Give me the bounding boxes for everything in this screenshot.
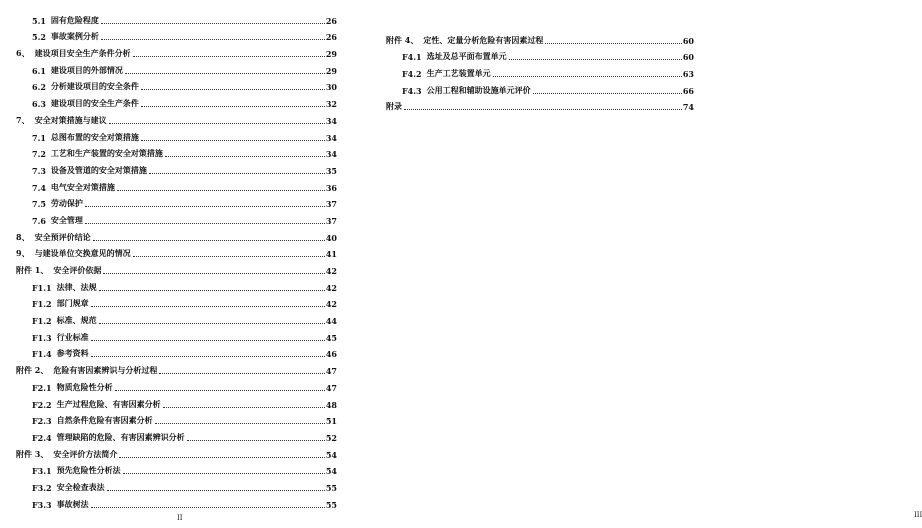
dot-leader bbox=[91, 340, 325, 341]
toc-entry-number: 附件 2、 bbox=[16, 365, 49, 376]
toc-entry[interactable] bbox=[0, 226, 370, 243]
toc-entry-page: 48 bbox=[325, 399, 337, 410]
toc-entry-page: 46 bbox=[325, 349, 337, 360]
toc-entry[interactable] bbox=[0, 293, 370, 310]
dot-leader bbox=[159, 373, 325, 374]
dot-leader bbox=[101, 23, 325, 24]
toc-entry[interactable] bbox=[0, 493, 370, 510]
toc-entry-title: 定性、定量分析危险有害因素过程 bbox=[423, 34, 544, 45]
toc-entry[interactable] bbox=[0, 426, 370, 443]
dot-leader bbox=[115, 390, 325, 391]
toc-entry-title: 劳动保护 bbox=[50, 198, 83, 209]
dot-leader bbox=[91, 356, 325, 357]
toc-entry-page: 60 bbox=[682, 35, 694, 46]
toc-entry-number: F4.2 bbox=[402, 69, 422, 80]
toc-entry[interactable] bbox=[370, 96, 741, 113]
toc-entry[interactable] bbox=[0, 259, 370, 276]
dot-leader bbox=[533, 93, 682, 94]
table-of-contents-right bbox=[370, 29, 741, 112]
toc-entry-number: 7.6 bbox=[32, 215, 46, 226]
toc-entry-title: 安全评价依据 bbox=[53, 265, 102, 275]
toc-entry-number: F4.3 bbox=[402, 85, 422, 96]
toc-entry[interactable] bbox=[0, 159, 370, 176]
toc-entry-title: 安全评价方法简介 bbox=[53, 448, 118, 459]
toc-entry-title: 部门规章 bbox=[56, 298, 89, 309]
toc-entry-title: 总图布置的安全对策措施 bbox=[50, 131, 139, 142]
toc-entry-page: 26 bbox=[325, 15, 337, 26]
toc-entry-page: 47 bbox=[325, 366, 337, 377]
toc-entry[interactable] bbox=[0, 410, 370, 427]
toc-entry-number: 7.1 bbox=[32, 132, 46, 143]
toc-entry-number: 6.2 bbox=[32, 82, 46, 93]
toc-entry[interactable] bbox=[0, 476, 370, 493]
toc-entry-number: F2.1 bbox=[32, 382, 52, 393]
toc-entry-number: F2.3 bbox=[32, 416, 52, 427]
dot-leader bbox=[133, 56, 325, 57]
toc-entry-page: 42 bbox=[325, 299, 337, 310]
toc-entry-title: 事故树法 bbox=[56, 498, 89, 509]
toc-entry-page: 44 bbox=[325, 316, 337, 327]
toc-entry-page: 40 bbox=[325, 232, 337, 243]
toc-entry-page: 37 bbox=[325, 215, 337, 226]
toc-entry[interactable] bbox=[0, 42, 370, 59]
dot-leader bbox=[133, 256, 325, 257]
toc-entry-number: 5.1 bbox=[32, 15, 46, 26]
toc-entry-number: 6.3 bbox=[32, 99, 46, 110]
toc-entry-number: F1.1 bbox=[32, 282, 52, 293]
toc-entry[interactable] bbox=[0, 443, 370, 460]
toc-entry-title: 公用工程和辅助设施单元评价 bbox=[426, 84, 531, 95]
toc-entry-number: 6.1 bbox=[32, 65, 46, 76]
right-page bbox=[370, 0, 922, 528]
toc-entry[interactable] bbox=[0, 209, 370, 226]
toc-entry[interactable] bbox=[0, 343, 370, 360]
toc-entry-title: 预先危险性分析法 bbox=[56, 465, 121, 476]
toc-entry[interactable] bbox=[0, 59, 370, 76]
toc-entry-number: 5.2 bbox=[32, 32, 46, 43]
toc-entry-title: 事故案例分析 bbox=[50, 31, 99, 42]
toc-entry[interactable] bbox=[0, 376, 370, 393]
toc-entry-title: 行业标准 bbox=[56, 331, 89, 342]
toc-entry[interactable] bbox=[370, 79, 741, 96]
dot-leader bbox=[91, 306, 325, 307]
toc-entry-number: F2.2 bbox=[32, 399, 52, 410]
dot-leader bbox=[141, 140, 325, 141]
toc-entry-number: 附件 3、 bbox=[16, 448, 49, 459]
toc-entry-number: F4.1 bbox=[402, 52, 422, 63]
toc-entry-page: 54 bbox=[325, 449, 337, 460]
toc-entry-title: 管理缺陷的危险、有害因素辨识分析 bbox=[56, 431, 185, 442]
toc-entry[interactable] bbox=[370, 46, 741, 63]
toc-entry[interactable] bbox=[0, 92, 370, 109]
toc-entry-page: 34 bbox=[325, 115, 337, 126]
page-number-footer: III bbox=[914, 511, 922, 519]
toc-entry-number: 7.5 bbox=[32, 199, 46, 210]
dot-leader bbox=[93, 240, 325, 241]
toc-entry-number: F1.3 bbox=[32, 332, 52, 343]
toc-entry-number: 附件 4、 bbox=[386, 34, 419, 45]
toc-entry[interactable] bbox=[0, 143, 370, 160]
toc-entry-page: 36 bbox=[325, 182, 337, 193]
toc-entry[interactable] bbox=[0, 359, 370, 376]
toc-entry-number: 9、 bbox=[16, 248, 30, 259]
toc-entry[interactable] bbox=[0, 276, 370, 293]
toc-entry-title: 标准、规范 bbox=[56, 315, 97, 326]
toc-entry-page: 74 bbox=[682, 102, 694, 113]
dot-leader bbox=[125, 73, 325, 74]
toc-entry-page: 66 bbox=[682, 85, 694, 96]
dot-leader bbox=[404, 109, 682, 110]
toc-entry-page: 47 bbox=[325, 382, 337, 393]
toc-entry-page: 63 bbox=[682, 69, 694, 80]
toc-entry-page: 42 bbox=[325, 282, 337, 293]
toc-entry-title: 安全对策措施与建议 bbox=[34, 114, 107, 125]
dot-leader bbox=[187, 440, 325, 441]
toc-entry-page: 35 bbox=[325, 165, 337, 176]
toc-entry-page: 30 bbox=[325, 82, 337, 93]
toc-entry-title: 参考资料 bbox=[56, 348, 89, 359]
toc-entry-title: 安全预评价结论 bbox=[34, 231, 91, 242]
dot-leader bbox=[141, 106, 325, 107]
toc-entry[interactable] bbox=[0, 26, 370, 43]
toc-entry-number: 附件 1、 bbox=[16, 265, 49, 275]
toc-entry-number: F2.4 bbox=[32, 432, 52, 443]
dot-leader bbox=[163, 407, 325, 408]
dot-leader bbox=[165, 156, 325, 157]
toc-entry-page: 34 bbox=[325, 132, 337, 143]
toc-entry[interactable] bbox=[0, 460, 370, 477]
toc-entry-title: 与建设单位交换意见的情况 bbox=[34, 248, 131, 259]
toc-entry-title: 电气安全对策措施 bbox=[50, 181, 115, 192]
toc-entry-page: 60 bbox=[682, 52, 694, 63]
toc-entry-number: 7、 bbox=[16, 114, 30, 125]
toc-entry-title: 选址及总平面布置单元 bbox=[426, 51, 507, 62]
toc-entry-page: 52 bbox=[325, 432, 337, 443]
toc-entry[interactable] bbox=[0, 9, 370, 26]
toc-entry-page: 51 bbox=[325, 416, 337, 427]
toc-entry[interactable] bbox=[0, 176, 370, 193]
toc-entry[interactable] bbox=[370, 29, 741, 46]
toc-entry-title: 安全检查表法 bbox=[56, 481, 105, 492]
toc-entry-number: F3.3 bbox=[32, 499, 52, 510]
dot-leader bbox=[85, 206, 325, 207]
dot-leader bbox=[141, 89, 325, 90]
toc-entry-title: 安全管理 bbox=[50, 214, 83, 225]
toc-entry-page: 29 bbox=[325, 65, 337, 76]
toc-entry-title: 分析建设项目的安全条件 bbox=[50, 81, 139, 92]
dot-leader bbox=[509, 59, 682, 60]
toc-entry-number: F1.2 bbox=[32, 316, 52, 327]
toc-entry-number: 8、 bbox=[16, 231, 30, 242]
dot-leader bbox=[149, 173, 325, 174]
toc-entry-title: 物质危险性分析 bbox=[56, 381, 113, 392]
toc-entry[interactable] bbox=[0, 76, 370, 93]
toc-entry[interactable] bbox=[0, 109, 370, 126]
dot-leader bbox=[155, 423, 325, 424]
toc-entry-title: 生产过程危险、有害因素分析 bbox=[56, 398, 161, 409]
dot-leader bbox=[103, 273, 325, 274]
toc-entry[interactable] bbox=[0, 326, 370, 343]
toc-entry-page: 29 bbox=[325, 49, 337, 60]
toc-entry[interactable] bbox=[0, 393, 370, 410]
toc-entry-title: 附录 bbox=[386, 101, 402, 112]
toc-entry-page: 55 bbox=[325, 499, 337, 510]
toc-entry[interactable] bbox=[0, 126, 370, 143]
toc-entry-number: 7.2 bbox=[32, 149, 46, 160]
toc-entry-page: 26 bbox=[325, 32, 337, 43]
dot-leader bbox=[99, 323, 325, 324]
table-of-contents-left bbox=[0, 9, 370, 510]
dot-leader bbox=[545, 43, 682, 44]
toc-entry-page: 37 bbox=[325, 199, 337, 210]
dot-leader bbox=[99, 290, 325, 291]
toc-entry-title: 生产工艺装置单元 bbox=[426, 68, 491, 79]
dot-leader bbox=[101, 39, 325, 40]
toc-entry-page: 54 bbox=[325, 466, 337, 477]
toc-entry-title: 危险有害因素辨识与分析过程 bbox=[53, 365, 158, 376]
toc-entry-title: 设备及管道的安全对策措施 bbox=[50, 164, 147, 175]
dot-leader bbox=[109, 123, 325, 124]
dot-leader bbox=[493, 76, 682, 77]
dot-leader bbox=[117, 190, 325, 191]
page-number-footer: II bbox=[177, 514, 183, 522]
toc-entry-page: 45 bbox=[325, 332, 337, 343]
toc-entry[interactable] bbox=[370, 62, 741, 79]
toc-entry[interactable] bbox=[0, 243, 370, 260]
toc-entry-title: 建设项目的安全生产条件 bbox=[50, 98, 139, 109]
toc-entry-number: 6、 bbox=[16, 48, 30, 59]
dot-leader bbox=[85, 223, 325, 224]
dot-leader bbox=[91, 507, 325, 508]
toc-entry-title: 工艺和生产装置的安全对策措施 bbox=[50, 148, 163, 159]
toc-entry-number: 7.3 bbox=[32, 165, 46, 176]
toc-entry-page: 55 bbox=[325, 482, 337, 493]
toc-entry-page: 42 bbox=[325, 266, 337, 276]
toc-entry-page: 32 bbox=[325, 99, 337, 110]
dot-leader bbox=[107, 490, 325, 491]
toc-entry-number: F3.1 bbox=[32, 466, 52, 477]
toc-entry-title: 固有危险程度 bbox=[50, 14, 99, 25]
toc-entry-title: 建设项目安全生产条件分析 bbox=[34, 48, 131, 59]
toc-entry[interactable] bbox=[0, 193, 370, 210]
left-page bbox=[0, 0, 370, 528]
toc-entry-number: F1.4 bbox=[32, 349, 52, 360]
toc-entry-title: 法律、法规 bbox=[56, 281, 97, 292]
toc-entry-title: 建设项目的外部情况 bbox=[50, 64, 123, 75]
toc-entry[interactable] bbox=[0, 309, 370, 326]
toc-entry-title: 自然条件危险有害因素分析 bbox=[56, 415, 153, 426]
toc-entry-number: F3.2 bbox=[32, 482, 52, 493]
toc-entry-page: 41 bbox=[325, 249, 337, 260]
dot-leader bbox=[119, 457, 325, 458]
toc-entry-number: 7.4 bbox=[32, 182, 46, 193]
dot-leader bbox=[123, 473, 325, 474]
toc-entry-number: F1.2 bbox=[32, 299, 52, 310]
toc-entry-page: 34 bbox=[325, 149, 337, 160]
